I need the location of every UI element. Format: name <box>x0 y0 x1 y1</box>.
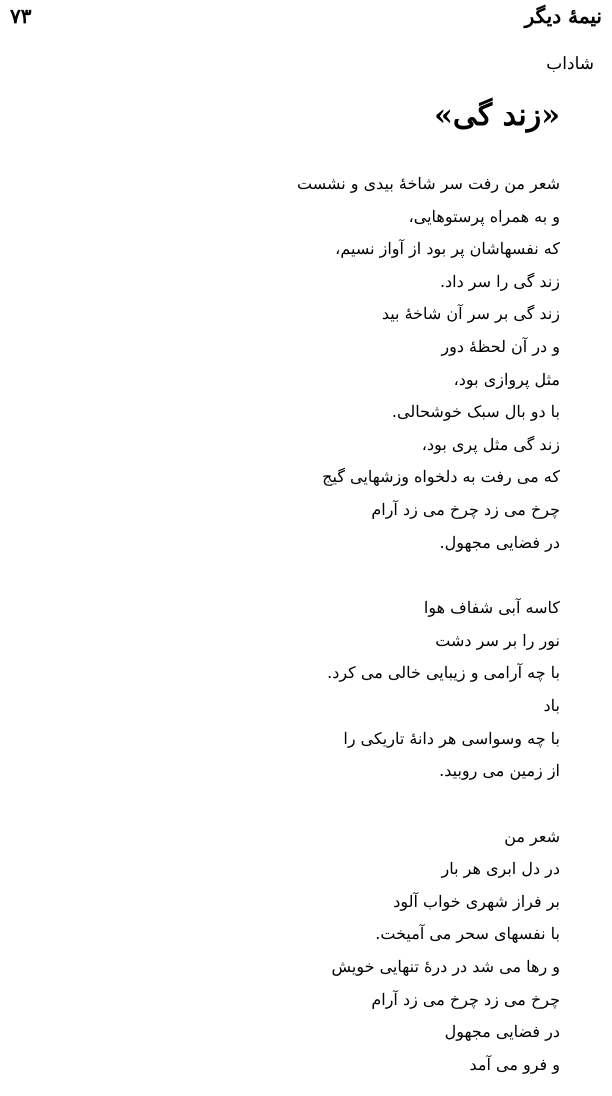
poem-line: در فضایی مجهول <box>444 1022 560 1042</box>
poem-title: «زند گی» <box>434 98 560 133</box>
poem-line: زند گی مثل پری بود، <box>421 434 560 454</box>
poem-line: چرخ می زد چرخ می زد آرام <box>371 499 560 519</box>
poem-line: با دو بال سبک خوشحالی. <box>391 402 560 422</box>
poem-line: و رها می شد در درهٔ تنهایی خویش <box>331 957 560 977</box>
poem-line: با نفسهای سحر می آمیخت. <box>375 924 560 944</box>
poem-line: و در آن لحظهٔ دور <box>441 336 560 356</box>
poem-line: در فضایی مجهول. <box>439 532 560 552</box>
poem-line: شعر من رفت سر شاخهٔ بیدی و نشست <box>296 174 560 193</box>
poem-line: شعر من <box>504 826 560 846</box>
stanza <box>220 821 560 1082</box>
stanza <box>220 592 560 788</box>
poem-line: چرخ می زد چرخ می زد آرام <box>371 989 560 1009</box>
page-number: ۷۳ <box>10 4 32 28</box>
poem-line: و به همراه پرستوهایی، <box>408 206 560 226</box>
poem-line: نور را بر سر دشت <box>435 630 560 650</box>
poem-line: بر فراز شهری خواب آلود <box>393 891 560 911</box>
poem-line: در دل ابری هر بار <box>441 859 560 879</box>
stanza <box>220 168 560 559</box>
poem-line: کاسه آبی شفاف هوا <box>423 598 560 618</box>
poem-line: از زمین می روبید. <box>439 761 560 781</box>
poem-line: که نفسهاشان پر بود از آواز نسیم، <box>335 239 560 259</box>
poem-line: که می رفت به دلخواه وزشهایی گیج <box>322 467 560 487</box>
poet-name: شاداب <box>546 54 594 74</box>
running-title: نیمهٔ دیگر <box>524 4 602 28</box>
poem-line: باد <box>543 695 560 715</box>
poem-line: با چه وسواسی هر دانهٔ تاریکی را <box>343 728 560 748</box>
poem-line: زند گی را سر داد. <box>439 271 560 291</box>
poem-line: مثل پروازی بود، <box>453 369 560 389</box>
page-header <box>10 4 602 36</box>
poem-line: با چه آرامی و زیبایی خالی می کرد. <box>327 663 560 683</box>
poem-body <box>220 168 560 1081</box>
poem-line: زند گی بر سر آن شاخهٔ بید <box>381 304 560 324</box>
poem-line: و فرو می آمد <box>469 1054 560 1074</box>
